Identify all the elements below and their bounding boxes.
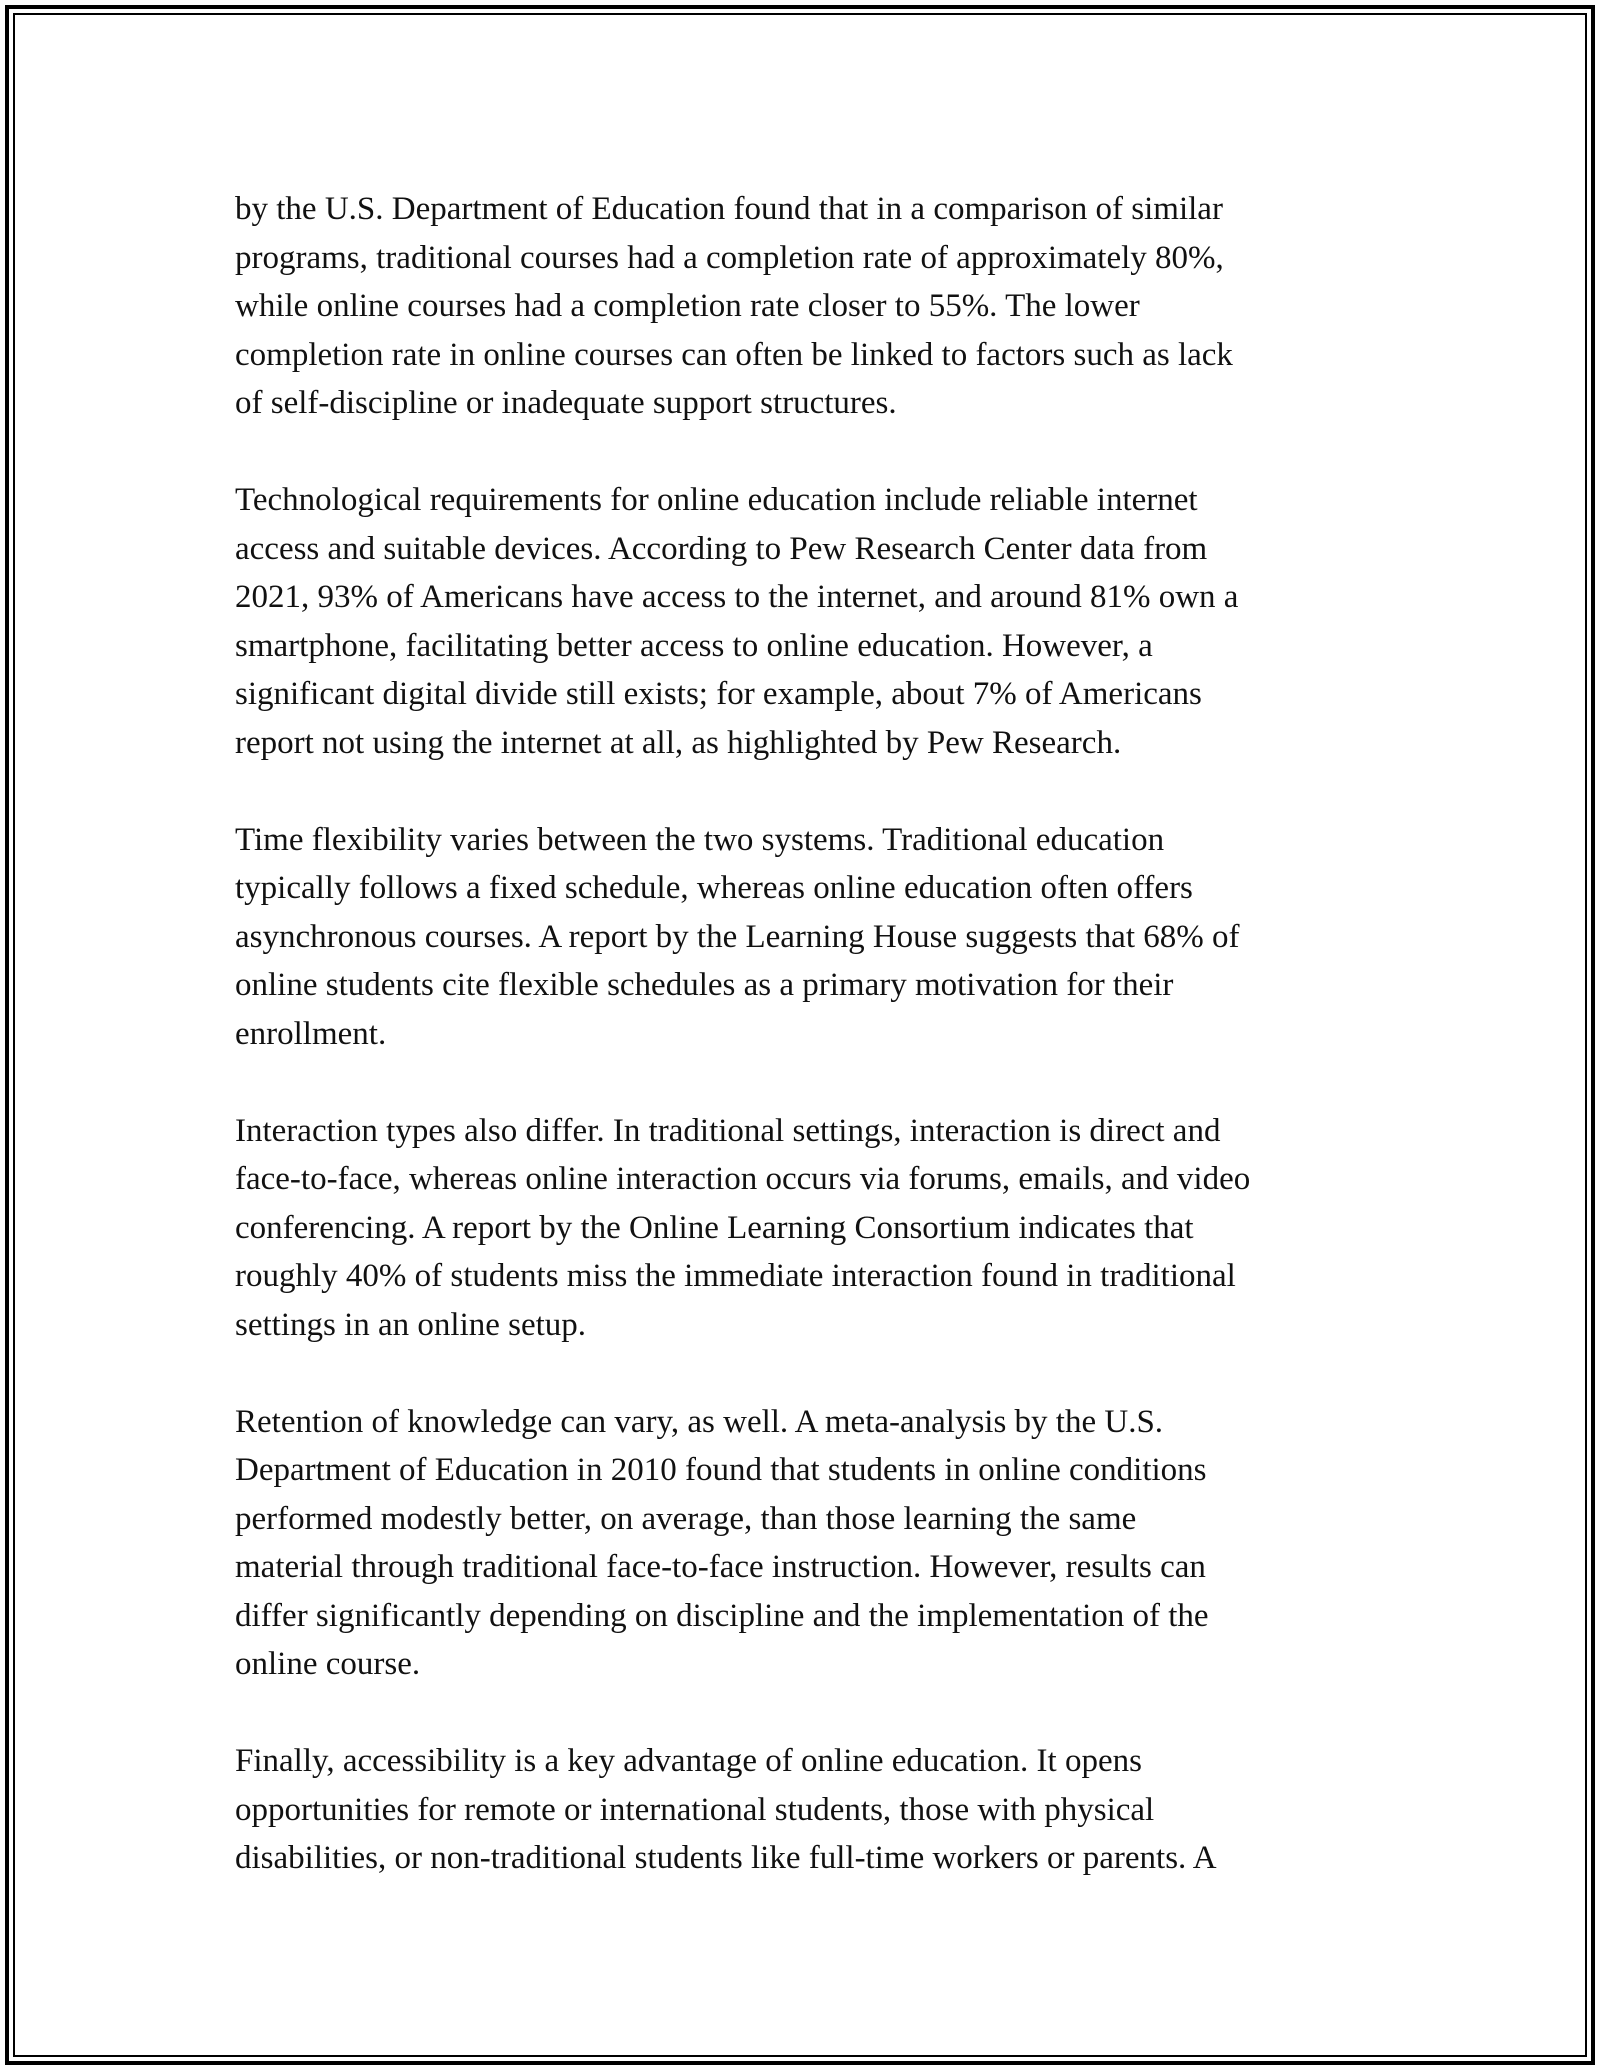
paragraph-time-flexibility — [235, 816, 1385, 1059]
text-line: disabilities, or non-traditional students like full-time workers or parents. A — [235, 1840, 1217, 1876]
text-line: Technological requirements for online education include reliable internet — [235, 482, 1198, 518]
document-body — [235, 185, 1385, 1931]
text-line: Time flexibility varies between the two systems. Traditional education — [235, 821, 1165, 858]
text-line: by the U.S. Department of Education found that in a comparison of similar — [235, 191, 1223, 227]
text-line: programs, traditional courses had a completion rate of approximately 80%, — [235, 239, 1224, 276]
text-line: access and suitable devices. According to Pew Research Center data from — [235, 530, 1208, 567]
text-line: asynchronous courses. A report by the Learning House suggests that 68% of — [235, 918, 1240, 955]
text-line: smartphone, facilitating better access to online education. However, a — [235, 627, 1153, 664]
text-line: performed modestly better, on average, than those learning the same — [235, 1500, 1137, 1537]
text-line: opportunities for remote or international students, those with physical — [235, 1791, 1155, 1828]
text-line: completion rate in online courses can often be linked to factors such as lack — [235, 336, 1233, 373]
text-line: roughly 40% of students miss the immediate interaction found in traditional — [235, 1258, 1236, 1294]
text-line: online students cite flexible schedules as a primary motivation for their — [235, 967, 1174, 1003]
text-line: while online courses had a completion rate closer to 55%. The lower — [235, 288, 1140, 324]
text-line: online course. — [235, 1646, 421, 1682]
text-line: typically follows a fixed schedule, whereas online education often offers — [235, 870, 1193, 906]
text-line: 2021, 93% of Americans have access to the internet, and around 81% own a — [235, 579, 1239, 615]
text-line: settings in an online setup. — [235, 1306, 587, 1343]
text-line: report not using the internet at all, as highlighted by Pew Research. — [235, 724, 1122, 761]
text-line: conferencing. A report by the Online Learning Consortium indicates that — [235, 1209, 1194, 1246]
text-line: Interaction types also differ. In traditional settings, interaction is direct and — [235, 1112, 1221, 1149]
paragraph-completion-rates — [235, 185, 1385, 428]
text-line: face-to-face, whereas online interaction occurs via forums, emails, and video — [235, 1161, 1251, 1197]
text-line: significant digital divide still exists; for example, about 7% of Americans — [235, 676, 1202, 712]
text-line: Finally, accessibility is a key advantage of online education. It opens — [235, 1743, 1142, 1779]
paragraph-retention — [235, 1398, 1385, 1689]
text-line: differ significantly depending on discipline and the implementation of the — [235, 1597, 1209, 1634]
paragraph-accessibility — [235, 1737, 1385, 1883]
paragraph-interaction — [235, 1107, 1385, 1350]
text-line: Department of Education in 2010 found that students in online conditions — [235, 1452, 1207, 1488]
text-line: enrollment. — [235, 1015, 387, 1052]
text-line: Retention of knowledge can vary, as well. A meta-analysis by the U.S. — [235, 1403, 1164, 1440]
text-line: material through traditional face-to-face instruction. However, results can — [235, 1549, 1206, 1585]
text-line: of self-discipline or inadequate support structures. — [235, 385, 897, 421]
paragraph-technology — [235, 476, 1385, 767]
